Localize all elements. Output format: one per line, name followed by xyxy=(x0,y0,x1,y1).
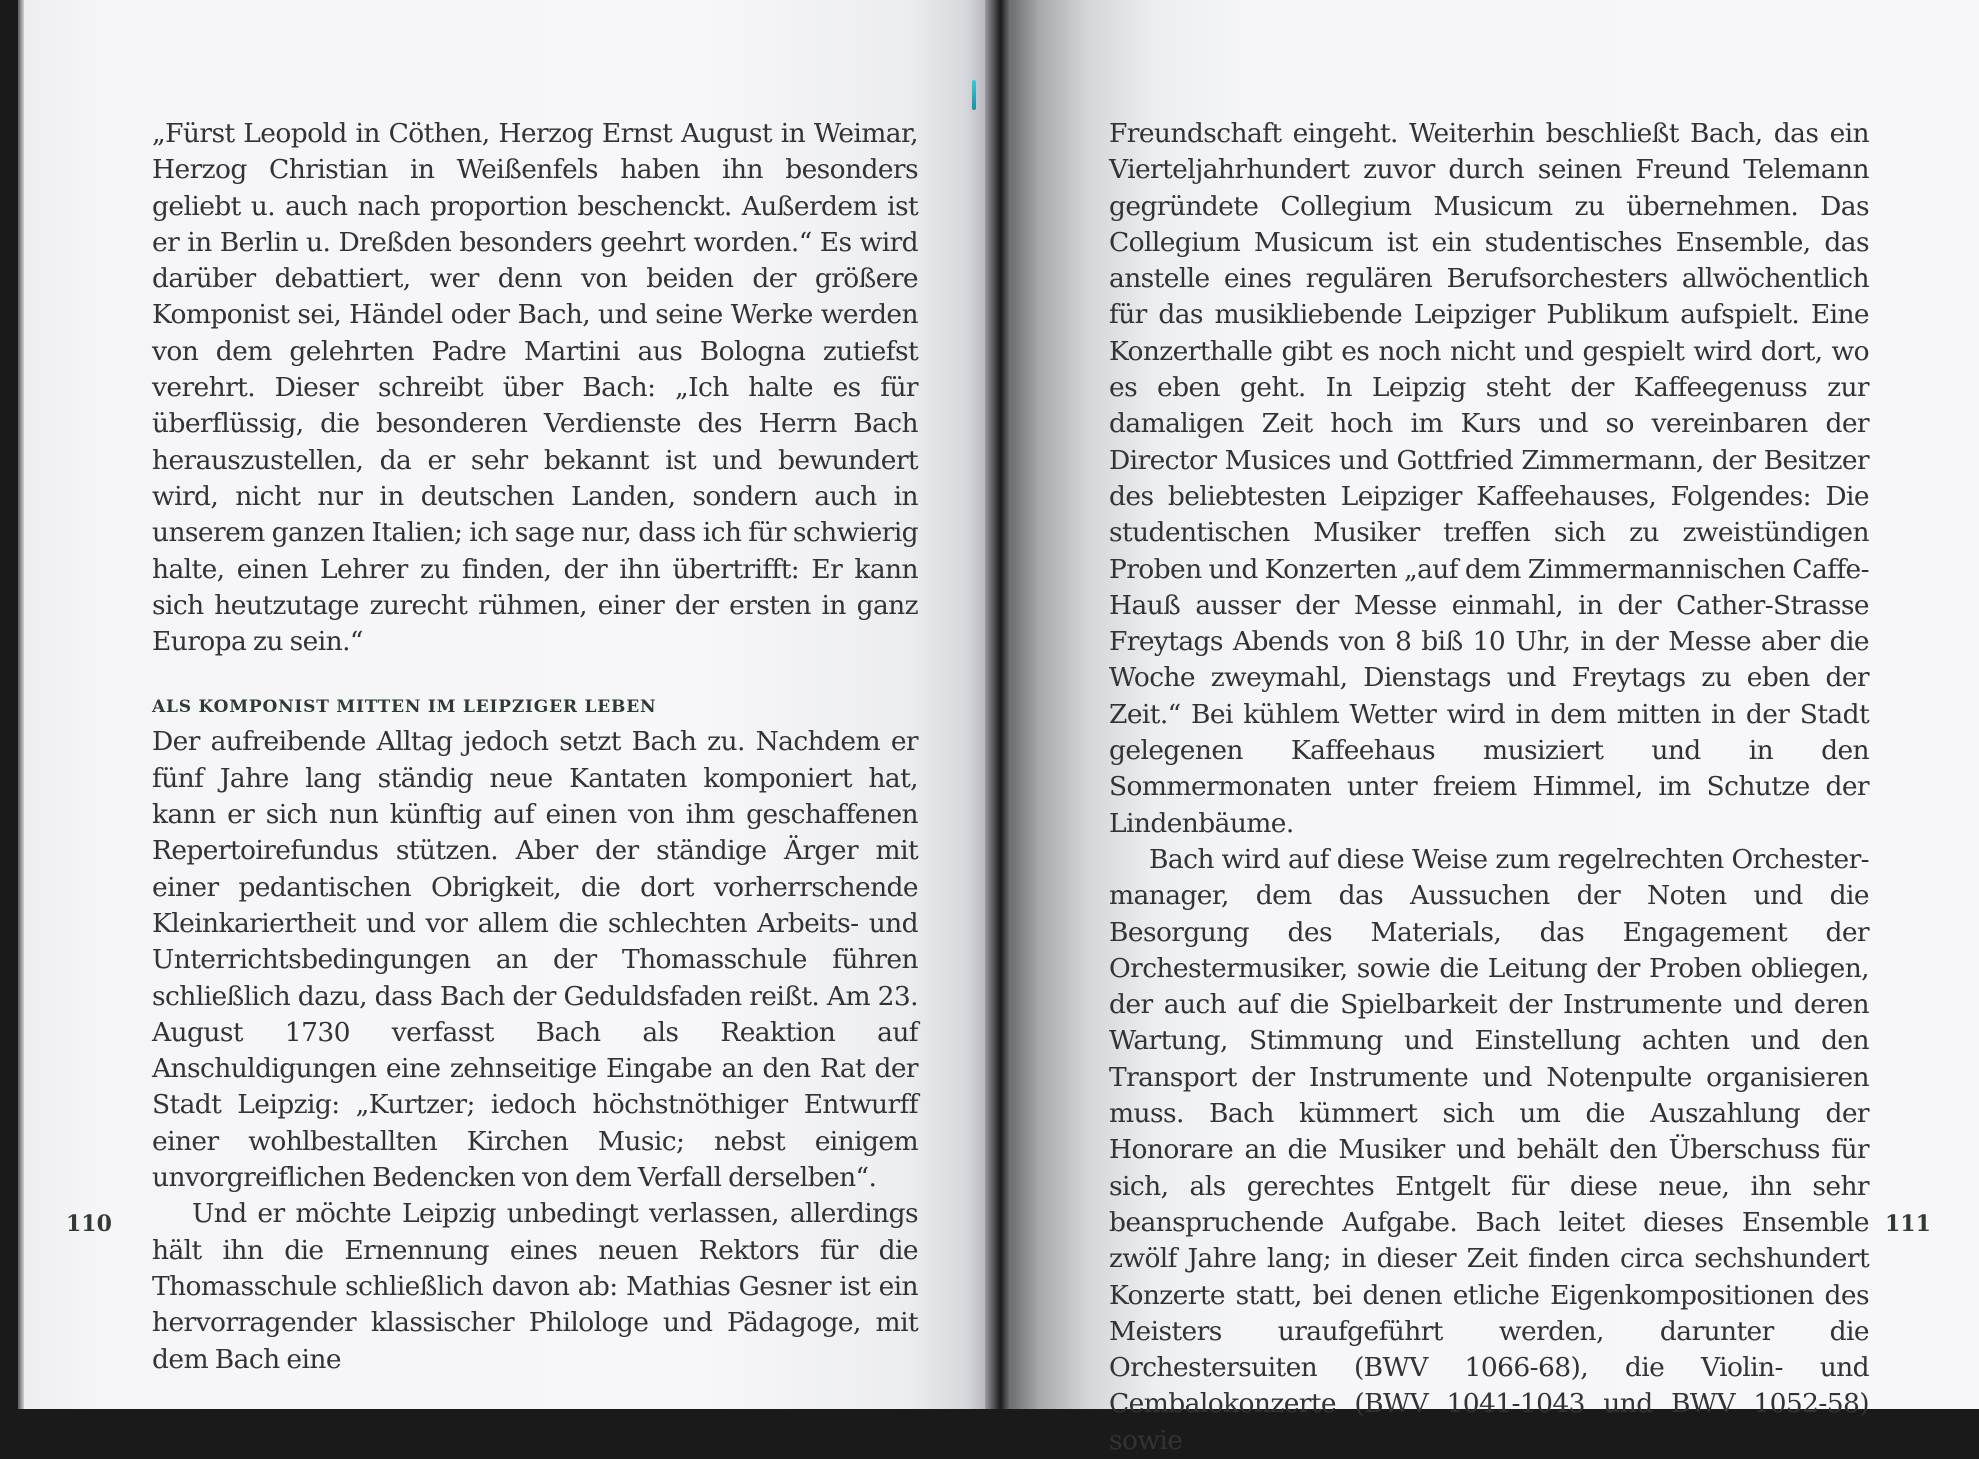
body-paragraph: Und er möchte Leipzig unbedingt verlassen, allerdings hält ihn die Ernennung eines neuen Rektors für die Thomasschule schließlich davon ab: Mathias Gesner ist ein hervorragender klassischer Philologe und Pädagoge, mit dem Bach eine xyxy=(152,1198,918,1375)
cyan-marker-mark xyxy=(972,80,976,110)
body-paragraph: „Fürst Leopold in Cöthen, Herzog Ernst August in Weimar, Herzog Christian in Weißenfels haben ihn besonders geliebt u. auch nach proportion beschenckt. Außerdem ist er in Berlin u. Dreßden besonders geehrt worden.“ Es wird darüber debattiert, wer denn von beiden der größere Komponist sei, Händel oder Bach, und seine Werke werden von dem gelehrten Padre Martini aus Bologna zutiefst verehrt. Dieser schreibt über Bach: „Ich halte es für überflüssig, die besonderen Verdienste des Herrn Bach herauszustellen, da er sehr bekannt ist und bewundert wird, nicht nur in deutschen Landen, sondern auch in unserem ganzen Italien; ich sage nur, dass ich für schwierig halte, einen Lehrer zu finden, der ihn übertrifft: Er kann sich heutzutage zurecht rühmen, einer der ersten in ganz Europa zu sein.“ xyxy=(152,118,918,658)
page-number: 110 xyxy=(66,1211,112,1237)
body-paragraph: Freundschaft eingeht. Weiterhin beschließt Bach, das ein Vierteljahrhundert zuvor durch seinen Freund Telemann gegründete Collegium Musicum zu übernehmen. Das Collegium Musicum ist ein studentisches Ensemble, das anstelle eines regulären Berufsorchesters allwöchentlich für das musikliebende Leipziger Publikum aufspielt. Eine Konzerthalle gibt es noch nicht und gespielt wird dort, wo es eben geht. In Leipzig steht der Kaffeegenuss zur damaligen Zeit hoch im Kurs und so vereinbaren der Director Musices und Gottfried Zimmermann, der Besitzer des beliebtesten Leipziger Kaffeehauses, Folgendes: Die studentischen Musiker treffen sich zu zweistündigen Proben und Konzerten „auf dem Zimmermannischen Caffe-Hauß ausser der Messe einmahl, in der Cather-Strasse Freytags Abends von 8 biß 10 Uhr, in der Messe aber die Woche zweymahl, Dienstags und Freytags zu eben der Zeit.“ Bei kühlem Wetter wird in dem mitten in der Stadt gelegenen Kaffeehaus musiziert und in den Sommermonaten unter freiem Himmel, im Schutze der Lindenbäume. xyxy=(1109,118,1869,839)
left-page-text xyxy=(152,116,918,1378)
right-page-text xyxy=(1109,116,1869,1459)
section-heading: ALS KOMPONIST MITTEN IM LEIPZIGER LEBEN xyxy=(152,697,657,718)
body-paragraph: Der aufreibende Alltag jedoch setzt Bach zu. Nachdem er fünf Jahre lang ständig neue Kantaten komponiert hat, kann er sich nun künftig auf einen von ihm geschaffenen Repertoirefundus stützen. Aber der ständige Ärger mit einer pedantischen Obrigkeit, die dort vorherrschende Kleinkariertheit und vor allem die schlechten Arbeits- und Unterrichtsbedingungen an der Thomasschule führen schließlich dazu, dass Bach der Geduldsfaden reißt. Am 23. August 1730 verfasst Bach als Reaktion auf Anschuldigungen eine zehnseitige Eingabe an den Rat der Stadt Leipzig: „Kurtzer; iedoch höchstnöthiger Entwurff einer wohlbestallten Kirchen Music; nebst einigem unvorgreiflichen Bedencken von dem Verfall derselben“. xyxy=(152,726,918,1194)
book-gutter xyxy=(985,0,1011,1409)
left-page xyxy=(18,0,985,1409)
page-number: 111 xyxy=(1885,1211,1931,1237)
body-paragraph: Bach wird auf diese Weise zum regelrechten Orchester-manager, dem das Aussuchen der Noten und die Besorgung des Materials, das Engagement der Orchestermusiker, sowie die Leitung der Proben obliegen, der auch auf die Spielbarkeit der Instrumente und deren Wartung, Stimmung und Einstellung achten und den Transport der Instrumente und Notenpulte organisieren muss. Bach kümmert sich um die Auszahlung der Honorare an die Musiker und behält den Überschuss für sich, als gerechtes Entgelt für diese neue, ihn sehr beanspruchende Aufgabe. Bach leitet dieses Ensemble zwölf Jahre lang; in dieser Zeit finden circa sechshundert Konzerte statt, bei denen etliche Eigenkompositionen des Meisters uraufgeführt werden, darunter die Orchestersuiten (BWV 1066-68), die Violin- und Cembalokonzerte (BWV 1041-1043 und BWV 1052-58) sowie xyxy=(1109,843,1869,1456)
right-page xyxy=(1011,0,1979,1456)
